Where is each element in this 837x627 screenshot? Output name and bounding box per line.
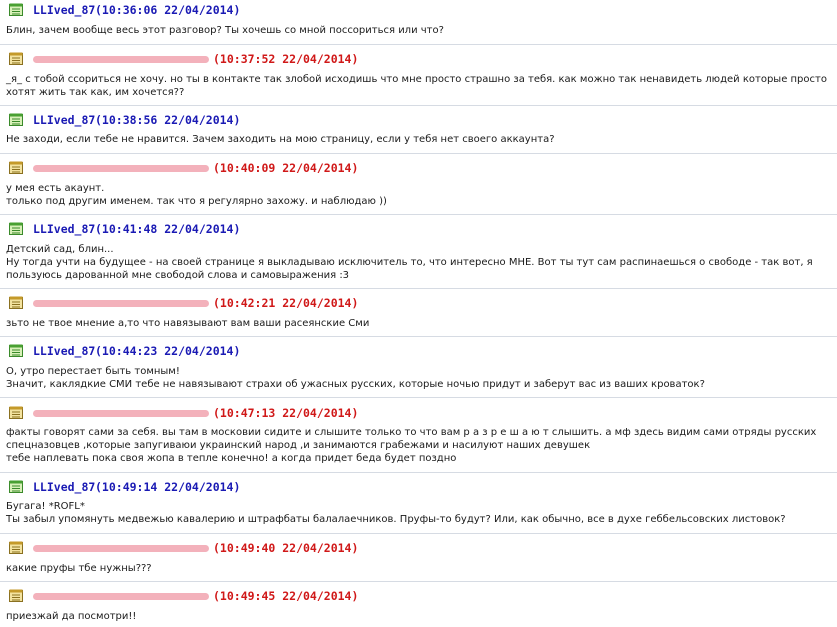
message-divider: [0, 533, 837, 534]
message-body: [6, 610, 136, 623]
message-header: [6, 541, 826, 557]
message-divider: [0, 397, 837, 398]
message-header: [6, 296, 826, 312]
message-body: [6, 182, 387, 208]
message-divider: [0, 288, 837, 289]
message-note-icon: [9, 589, 23, 602]
redacted-author: [33, 165, 209, 172]
message-header: [6, 161, 826, 177]
message-line: Значит, каклядкие СМИ тебе не навязывают страхи об ужасных русских, которые ночью придут и заберут вас из ваших кроваток?: [6, 379, 705, 390]
message-line: пользуюсь дарованной мне свободой слова и самовыражения :3: [6, 270, 350, 281]
message-note-icon: [9, 113, 23, 126]
message-body: [6, 243, 813, 282]
message-line: у мея есть акаунт.: [6, 183, 105, 194]
message-timestamp: (10:36:06 22/04/2014): [95, 3, 241, 17]
redacted-author: [33, 56, 209, 63]
message-divider: [0, 105, 837, 106]
message-divider: [0, 214, 837, 215]
redacted-author: [33, 593, 209, 600]
message-author: LLIved_87: [33, 113, 96, 127]
message-timestamp: (10:37:52 22/04/2014): [213, 52, 359, 66]
message-line: Ну тогда учти на будущее - на своей странице я выкладываю исключитель то, что интересно МНЕ. Вот ты тут сам распинаешься о свободе - так вот, я: [6, 257, 813, 268]
message-header: [6, 480, 826, 496]
message-note-icon: [9, 52, 23, 65]
message-line: Бугага! *ROFL*: [6, 501, 85, 512]
message-line: О, утро перестает быть томным!: [6, 366, 180, 377]
message-body: [6, 317, 369, 330]
message-header: [6, 3, 826, 19]
redacted-author: [33, 545, 209, 552]
message-note-icon: [9, 296, 23, 309]
message-line: хотят жить так как, им хочется??: [6, 87, 185, 98]
message-author: LLIved_87: [33, 344, 96, 358]
message-body: [6, 562, 152, 575]
message-note-icon: [9, 3, 23, 16]
message-author: LLIved_87: [33, 222, 96, 236]
message-timestamp: (10:38:56 22/04/2014): [95, 113, 241, 127]
message-line: Ты забыл упомянуть медвежью кавалерию и штрафбаты балалаечников. Пруфы-то будут? Или, как обычно, все в духе геббельсовских листовок?: [6, 514, 786, 525]
message-note-icon: [9, 344, 23, 357]
message-note-icon: [9, 222, 23, 235]
message-body: [6, 24, 444, 37]
message-author: LLIved_87: [33, 480, 96, 494]
message-line: _я_ с тобой ссориться не хочу. но ты в контакте так злобой исходишь что мне просто страшно за тебя. как можно так ненавидеть людей которые просто: [6, 74, 827, 85]
message-timestamp: (10:47:13 22/04/2014): [213, 406, 359, 420]
message-note-icon: [9, 541, 23, 554]
message-divider: [0, 44, 837, 45]
message-divider: [0, 472, 837, 473]
message-divider: [0, 153, 837, 154]
message-body: [6, 365, 705, 391]
message-body: [6, 426, 816, 465]
message-header: [6, 406, 826, 422]
message-line: факты говорят сами за себя. вы там в московии сидите и слышите только то что вам р а з р е ш а ю т слышить. а мф здесь видим сами отряды русских: [6, 427, 817, 438]
message-line: тебе наплевать пока своя жопа в тепле конечно! а когда придет беда будет поздно: [6, 453, 457, 464]
message-line: Не заходи, если тебе не нравится. Зачем заходить на мою страницу, если у тебя нет своего аккаунта?: [6, 134, 555, 145]
message-line: зьто не твое мнение а,то что навязывают вам ваши расеянские Сми: [6, 318, 370, 329]
message-line: только под другим именем. так что я регулярно захожу. и наблюдаю )): [6, 196, 387, 207]
message-header: [6, 344, 826, 360]
message-timestamp: (10:49:14 22/04/2014): [95, 480, 241, 494]
message-line: какие пруфы тбе нужны???: [6, 563, 152, 574]
message-timestamp: (10:41:48 22/04/2014): [95, 222, 241, 236]
message-header: [6, 52, 826, 68]
message-header: [6, 222, 826, 238]
message-header: [6, 113, 826, 129]
message-timestamp: (10:44:23 22/04/2014): [95, 344, 241, 358]
message-timestamp: (10:42:21 22/04/2014): [213, 296, 359, 310]
message-line: Детский сад, блин...: [6, 244, 114, 255]
message-timestamp: (10:40:09 22/04/2014): [213, 161, 359, 175]
message-note-icon: [9, 480, 23, 493]
message-header: [6, 589, 826, 605]
message-note-icon: [9, 161, 23, 174]
message-body: [6, 73, 827, 99]
message-divider: [0, 336, 837, 337]
message-timestamp: (10:49:40 22/04/2014): [213, 541, 359, 555]
message-author: LLIved_87: [33, 3, 96, 17]
message-note-icon: [9, 406, 23, 419]
message-divider: [0, 581, 837, 582]
message-body: [6, 500, 786, 526]
message-body: [6, 133, 555, 146]
message-line: приезжай да посмотри!!: [6, 611, 137, 622]
message-line: Блин, зачем вообще весь этот разговор? Ты хочешь со мной поссориться или что?: [6, 25, 444, 36]
message-timestamp: (10:49:45 22/04/2014): [213, 589, 359, 603]
message-line: спецназовцев ,которые запугиваюи украинский народ ,и занимаются грабежами и насилуют наших девушек: [6, 440, 591, 451]
redacted-author: [33, 300, 209, 307]
redacted-author: [33, 410, 209, 417]
